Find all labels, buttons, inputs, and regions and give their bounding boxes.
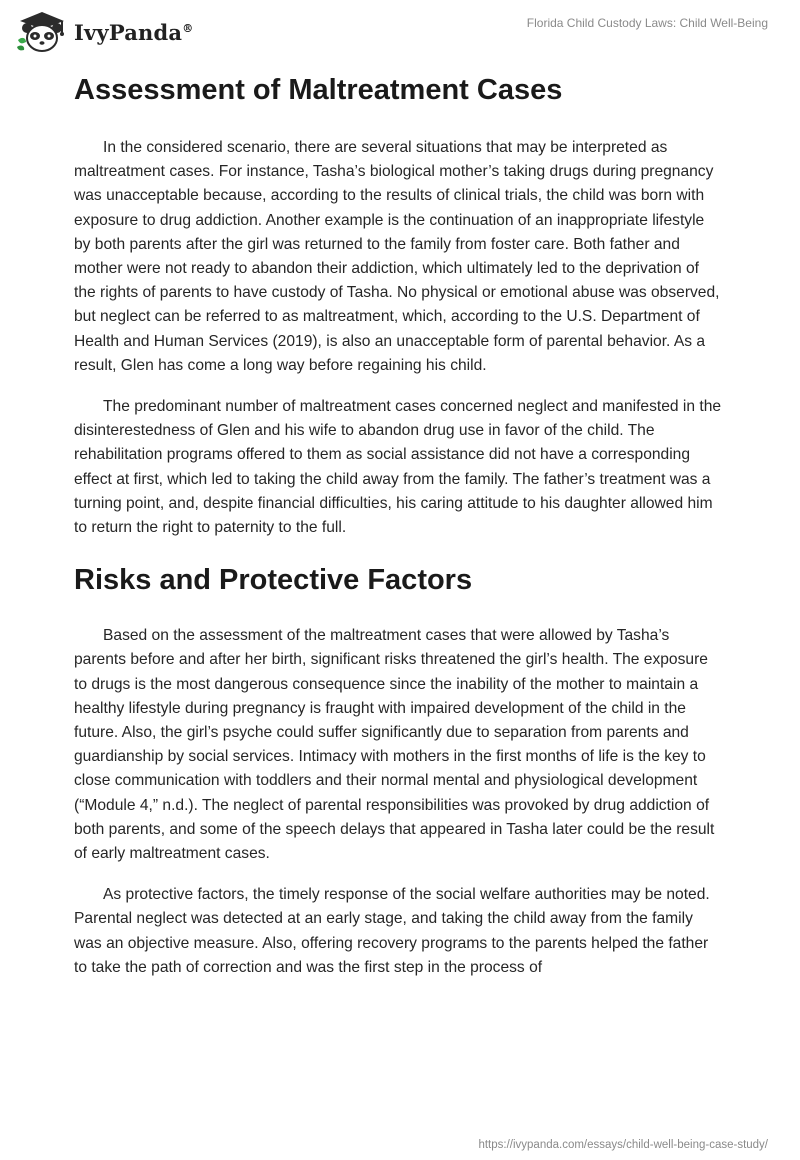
logo-text xyxy=(74,20,193,45)
paragraph: The predominant number of maltreatment cases concerned neglect and manifested in the disinterestedness of Glen and his wife to abandon drug use in favor of the child. The rehabilitation programs offered to them as social assistance did not have a corresponding effect at first, which led to taking the child away from the family. The father’s treatment was a turning point, and, despite financial difficulties, his caring attitude to his daughter allowed him to return the right to paternity to the full. xyxy=(74,398,722,537)
registered-mark: ® xyxy=(182,21,194,35)
logo-name: IvyPanda xyxy=(74,19,183,45)
section-heading-risks: Risks and Protective Factors xyxy=(74,564,473,597)
paragraph: As protective factors, the timely response of the social welfare authorities may be noted. Parental neglect was detected at an early stage, and taking the child away from the family was an objective measure. Also, offering recovery programs to the parents helped the father to take the path of correction and was the first step in the process of xyxy=(74,886,710,976)
section-heading-assessment: Assessment of Maltreatment Cases xyxy=(74,74,563,106)
paragraph: Based on the assessment of the maltreatment cases that were allowed by Tasha’s parents before and after her birth, significant risks threatened the girl’s health. The exposure to drugs is the most dangerous consequence since the inability of the mother to maintain a healthy lifestyle during pregnancy is fraught with impaired development of the child in the future. Also, the girl’s psyche could suffer significantly due to separation from parents and guardianship by social services. Intimacy with mothers in the first months of life is the key to close communication with toddlers and their normal mental and physiological development (“Module 4,” n.d.). The neglect of parental responsibilities was provoked by drug addiction of both parents, and some of the speech delays that appeared in Tasha later could be the result of early maltreatment cases. xyxy=(74,627,715,863)
running-title: Florida Child Custody Laws: Child Well-Being xyxy=(526,16,768,30)
source-url-link[interactable]: https://ivypanda.com/essays/child-well-being-case-study/ xyxy=(478,1139,768,1151)
page-header xyxy=(0,0,800,62)
document-body xyxy=(74,72,724,980)
logo[interactable] xyxy=(14,10,193,54)
panda-graduation-cap-icon xyxy=(14,10,70,54)
paragraph: In the considered scenario, there are several situations that may be interpreted as maltreatment cases. For instance, Tasha’s biological mother’s taking drugs during pregnancy was unacceptable because, according to the results of clinical trials, the child was born with exposure to drug addiction. Another example is the continuation of an inappropriate lifestyle by both parents after the girl was returned to the family from foster care. Both father and mother were not ready to abandon their addiction, which ultimately led to the deprivation of the rights of parents to have custody of Tasha. No physical or emotional abuse was observed, but neglect can be referred to as maltreatment, which, according to the U.S. Department of Health and Human Services (2019), is also an unacceptable form of parental behavior. As a result, Glen has come a long way before regaining his child. xyxy=(74,139,720,374)
